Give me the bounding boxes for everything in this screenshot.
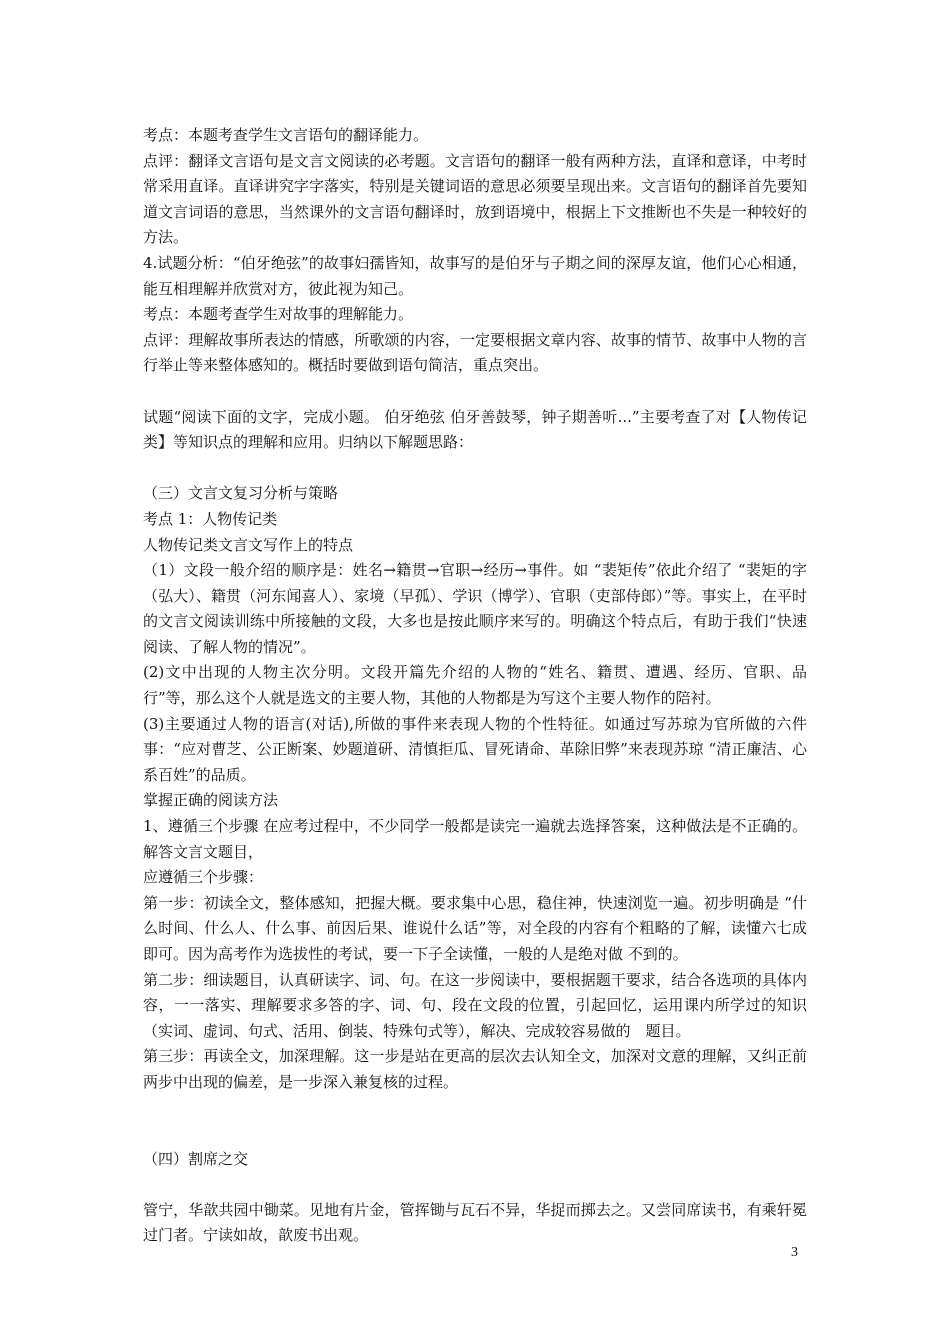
section3-step-1: 第一步：初读全文，整体感知，把握大概。要求集中心思，稳住神，快速浏览一遍。初步明确是 “什么时间、什么人、什么事、前因后果、谁说什么话”等，对全段的内容有个粗略的了解，读懂六七成即可。因为高考作为选拔性的考试，要一下子全读懂，一般的人是绝对做 不到的。 xyxy=(143,893,807,963)
section3-subheading: 人物传记类文言文写作上的特点 xyxy=(143,535,354,554)
document-body xyxy=(143,123,807,1249)
section3-point-1: （1）文段一般介绍的顺序是：姓名→籍贯→官职→经历→事件。如 “裴矩传”依此介绍了 “裴矩的字（弘大）、籍贯（河东闻喜人）、家境（早孤）、学识（博学）、官职（吏部侍郎）”等。事实上，在平时的文言文阅读训练中所接触的文段，大多也是按此顺序来写的。明确这个特点后，有助于我们“快速阅读、了解人物的情况”。 xyxy=(143,561,807,656)
spacer xyxy=(143,379,807,405)
section3-point-3: (3)主要通过人物的语言(对话),所做的事件来表现人物的个性特征。如通过写苏琼为官所做的六件事：“应对曹芝、公正断案、妙题道研、清慎拒瓜、冒死请命、革除旧弊”来表现苏琼 “清正廉洁、心系百姓”的品质。 xyxy=(143,714,807,784)
paragraph-kaodian-1: 考点：本题考查学生文言语句的翻译能力。 xyxy=(143,126,429,144)
section3-step-intro: 1、遵循三个步骤 在应考过程中，不少同学一般都是读完一遍就去选择答案，这种做法是不正确的。解答文言文题目， xyxy=(143,817,807,861)
section3-heading: （三）文言文复习分析与策略 xyxy=(143,484,339,503)
section4-heading: （四）割席之交 xyxy=(143,1149,249,1168)
section3-kaodian: 考点 1：人物传记类 xyxy=(143,509,278,528)
paragraph-summary: 试题“阅读下面的文字，完成小题。 伯牙绝弦 伯牙善鼓琴，钟子期善听...”主要考查了对【人物传记类】等知识点的理解和应用。归纳以下解题思路： xyxy=(143,407,807,452)
section3-point-2: (2)文中出现的人物主次分明。文段开篇先介绍的人物的“姓名、籍贯、遭遇、经历、官职、品行”等，那么这个人就是选文的主要人物，其他的人物都是为写这个主要人物作的陪衬。 xyxy=(143,663,807,708)
section4-text: 管宁，华歆共园中锄菜。见地有片金，管挥锄与瓦石不异，华捉而掷去之。又尝同席读书，有乘轩冕过门者。宁读如故，歆废书出观。 xyxy=(143,1200,807,1245)
spacer xyxy=(143,1172,807,1198)
section3-step-lead: 应遵循三个步骤： xyxy=(143,868,264,887)
paragraph-dianping-2: 点评：理解故事所表达的情感，所歌颂的内容，一定要根据文章内容、故事的情节、故事中人物的言行举止等来整体感知的。概括时要做到语句简洁，重点突出。 xyxy=(143,330,807,375)
paragraph-dianping-1: 点评：翻译文言语句是文言文阅读的必考题。文言语句的翻译一般有两种方法，直译和意译，中考时常采用直译。直译讲究字字落实，特别是关键词语的意思必须要呈现出来。文言语句的翻译首先要知道文言词语的意思，当然课外的文言语句翻译时，放到语境中，根据上下文推断也不失是一种较好的方法。 xyxy=(143,151,807,247)
spacer xyxy=(143,456,807,482)
section3-method-heading: 掌握正确的阅读方法 xyxy=(143,791,279,810)
section3-step-2: 第二步：细读题目，认真研读字、词、句。在这一步阅读中，要根据题干要求，结合各选项的具体内容，一一落实、理解要求多答的字、词、句、段在文段的位置，引起回忆，运用课内所学过的知识（实词、虚词、句式、活用、倒装、特殊句式等），解决、完成较容易做的 题目。 xyxy=(143,970,807,1040)
page-number: 3 xyxy=(791,1245,798,1260)
spacer xyxy=(143,1096,807,1147)
paragraph-analysis-4: 4.试题分析：“伯牙绝弦”的故事妇孺皆知，故事写的是伯牙与子期之间的深厚友谊，他们心心相通，能互相理解并欣赏对方，彼此视为知己。 xyxy=(143,253,807,298)
section3-step-3: 第三步：再读全文，加深理解。这一步是站在更高的层次去认知全文，加深对文意的理解，又纠正前两步中出现的偏差，是一步深入兼复核的过程。 xyxy=(143,1047,807,1091)
paragraph-kaodian-2: 考点：本题考查学生对故事的理解能力。 xyxy=(143,305,414,324)
